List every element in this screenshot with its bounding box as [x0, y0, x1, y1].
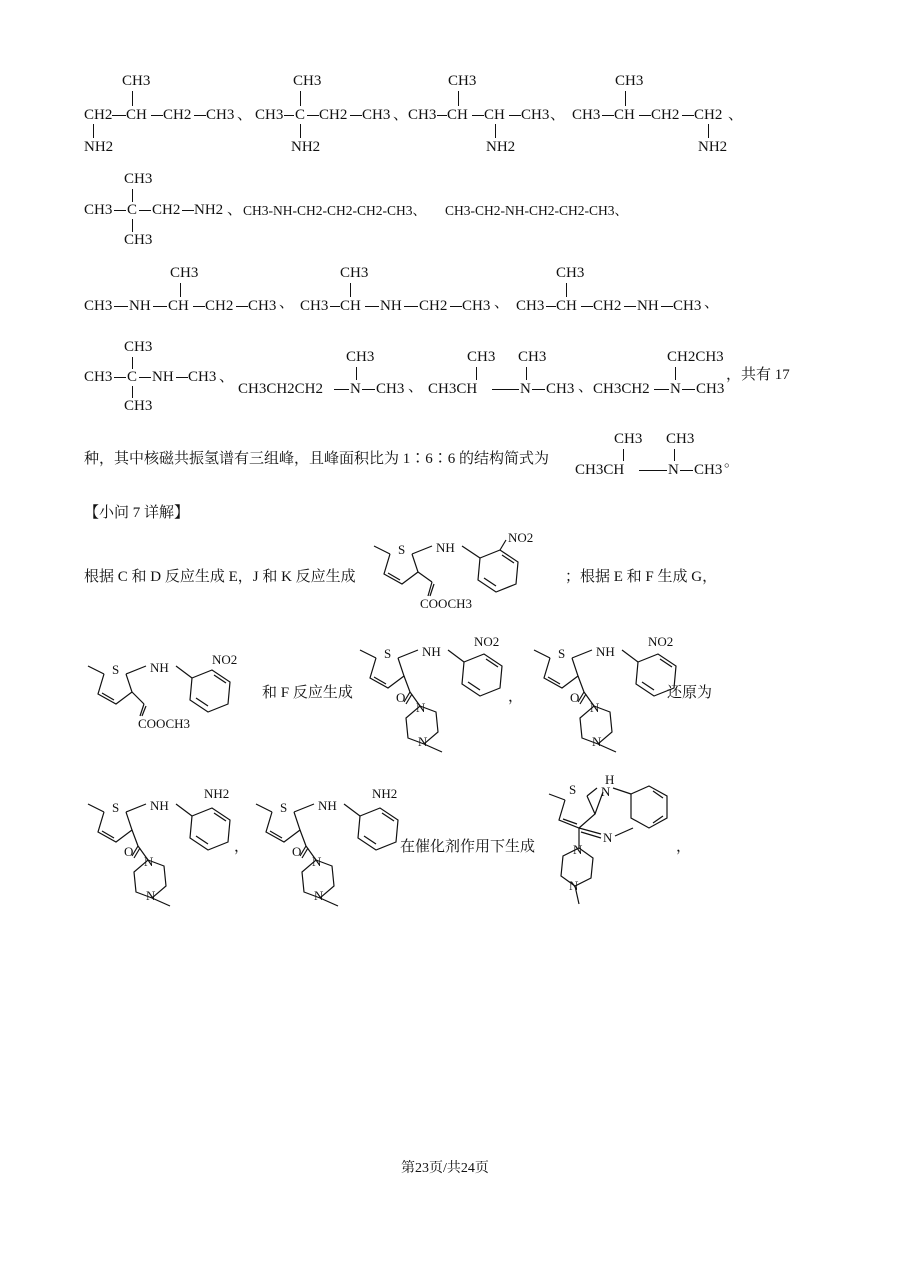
f12-ch3top: CH3 — [346, 349, 375, 365]
label-n: N — [601, 784, 611, 799]
f10-ch3: CH3 — [516, 298, 545, 314]
label-nh: NH — [150, 798, 169, 813]
bond — [132, 91, 133, 106]
bond — [495, 124, 496, 138]
label-s: S — [558, 646, 566, 661]
f3-ch3top: CH3 — [448, 73, 477, 89]
f7-formula: CH3-CH2-NH-CH2-CH2-CH3、 — [445, 203, 628, 218]
f5-ch3: CH3 — [84, 202, 113, 218]
label-nh: NH — [422, 644, 441, 659]
f4-ch3top: CH3 — [615, 73, 644, 89]
f15-ch3top2: CH3 — [666, 431, 695, 447]
bond — [151, 115, 163, 116]
label-cooch3: COOCH3 — [420, 596, 473, 611]
f13-n: N — [520, 381, 531, 397]
f12-ch3: CH3 — [376, 381, 405, 397]
bond — [93, 124, 94, 138]
bond — [450, 306, 462, 307]
molecule-olanzapine — [545, 770, 685, 920]
f11-ch3b: CH3 — [188, 369, 217, 385]
bond — [623, 449, 624, 461]
row7-text1: 和 F 反应生成 — [262, 685, 353, 701]
label-n: N — [590, 700, 600, 715]
molecule-amine1 — [84, 782, 244, 914]
f9-ch3top: CH3 — [340, 265, 369, 281]
bond — [112, 115, 126, 116]
f13-ch3top: CH3 — [467, 349, 496, 365]
f2-ch3: CH3 — [255, 107, 284, 123]
label-nh: NH — [596, 644, 615, 659]
label-no2: NO2 — [212, 652, 238, 667]
label-nh2: NH2 — [204, 786, 230, 801]
row6-text1: 根据 C 和 D 反应生成 E，J 和 K 反应生成 — [84, 569, 356, 585]
bond — [675, 367, 676, 380]
f3-nh2: NH2 — [486, 139, 516, 155]
f1-nh2: NH2 — [84, 139, 114, 155]
bond — [132, 189, 133, 202]
bond — [132, 357, 133, 369]
f1-ch: CH — [126, 107, 147, 123]
f12-n: N — [350, 381, 361, 397]
f10-nh: NH — [637, 298, 659, 314]
molecule-G1 — [356, 628, 516, 760]
f11-c: C — [127, 369, 138, 385]
count-text: ，共有 17 — [726, 367, 790, 383]
label-nh2: NH2 — [372, 786, 398, 801]
label-nh: NH — [436, 540, 455, 555]
bond — [602, 115, 614, 116]
bond — [639, 470, 667, 471]
bond — [661, 306, 673, 307]
bond — [654, 389, 669, 390]
label-n: N — [416, 700, 426, 715]
sep: 、 — [578, 379, 594, 395]
f1-ch2: CH2 — [84, 107, 113, 123]
sep: 、 — [237, 107, 253, 123]
bond — [180, 283, 181, 297]
sep: 、 — [408, 379, 424, 395]
bond — [300, 124, 301, 138]
f2-c: C — [295, 107, 306, 123]
molecule-G2 — [530, 628, 690, 760]
row6-text2: ；根据 E 和 F 生成 G， — [565, 569, 718, 585]
f4-ch2: CH2 — [651, 107, 680, 123]
f13-left: CH3CH — [428, 381, 478, 397]
f14-top: CH2CH3 — [667, 349, 724, 365]
f2-ch3top: CH3 — [293, 73, 322, 89]
bond — [509, 115, 521, 116]
f3-chb: CH — [484, 107, 505, 123]
molecule-amine2 — [252, 782, 412, 914]
f8-ch3b: CH3 — [248, 298, 277, 314]
f9-ch3b: CH3 — [462, 298, 491, 314]
f5-c: C — [127, 202, 138, 218]
f9-ch: CH — [340, 298, 361, 314]
bond — [639, 115, 651, 116]
f1-ch3: CH3 — [122, 73, 151, 89]
bond — [492, 389, 519, 390]
label-h: H — [605, 772, 615, 787]
label-s: S — [112, 800, 120, 815]
f8-ch3: CH3 — [84, 298, 113, 314]
f13-ch3top2: CH3 — [518, 349, 547, 365]
bond — [532, 389, 545, 390]
label-n: N — [314, 888, 324, 903]
f11-ch3top: CH3 — [124, 339, 153, 355]
bond — [566, 283, 567, 297]
bond — [526, 367, 527, 380]
label-nh: NH — [318, 798, 337, 813]
f2-ch2: CH2 — [319, 107, 348, 123]
f4-ch: CH — [614, 107, 635, 123]
f10-ch: CH — [556, 298, 577, 314]
f10-ch3b: CH3 — [673, 298, 702, 314]
bond — [132, 386, 133, 398]
bond — [334, 389, 349, 390]
bond — [624, 306, 636, 307]
f8-nh: NH — [129, 298, 151, 314]
label-o: O — [396, 690, 406, 705]
bond — [356, 367, 357, 380]
label-s: S — [569, 782, 577, 797]
f4-ch3: CH3 — [572, 107, 601, 123]
molecule-E-nitro-ester — [370, 532, 560, 616]
label-o: O — [570, 690, 580, 705]
sep: 、 — [227, 202, 243, 218]
bond — [680, 470, 693, 471]
nmr-text: 种，其中核磁共振氢谱有三组峰，且峰面积比为 1∶6∶6 的结构简式为 — [84, 451, 550, 467]
f5-ch3bot: CH3 — [124, 232, 153, 248]
sep: 、 — [494, 295, 510, 311]
molecule-E — [84, 650, 264, 736]
bond — [153, 306, 167, 307]
label-s: S — [398, 542, 406, 557]
bond — [365, 306, 379, 307]
bond — [581, 306, 593, 307]
comma: ， — [508, 689, 524, 705]
f9-nh: NH — [380, 298, 402, 314]
f13-ch3: CH3 — [546, 381, 575, 397]
label-o: O — [292, 844, 302, 859]
sep: 、 — [704, 295, 720, 311]
row8-text: 在催化剂作用下生成 — [400, 839, 536, 855]
bond — [139, 210, 151, 211]
sep: 、 — [550, 107, 566, 123]
bond — [176, 377, 188, 378]
f8-ch3top: CH3 — [170, 265, 199, 281]
sep: 、 — [393, 107, 409, 123]
sep: 、 — [279, 295, 295, 311]
bond — [300, 91, 301, 106]
bond — [682, 389, 695, 390]
f14-left: CH3CH2 — [593, 381, 650, 397]
bond — [708, 124, 709, 138]
f14-n: N — [670, 381, 681, 397]
bond — [114, 306, 128, 307]
f15-ch3top: CH3 — [614, 431, 643, 447]
label-n: N — [592, 734, 602, 749]
label-n: N — [144, 854, 154, 869]
f11-nh: NH — [152, 369, 174, 385]
label-n: N — [573, 842, 583, 857]
bond — [182, 210, 194, 211]
f10-ch3top: CH3 — [556, 265, 585, 281]
f6-formula: CH3-NH-CH2-CH2-CH2-CH3、 — [243, 203, 426, 218]
row7-text2: 还原为 — [667, 685, 713, 701]
bond — [437, 115, 447, 116]
label-n: N — [146, 888, 156, 903]
sep: 、 — [219, 369, 235, 385]
f15-left: CH3CH — [575, 462, 625, 478]
bond — [114, 210, 126, 211]
bond — [404, 306, 418, 307]
f15-ch3: CH3 — [694, 462, 723, 478]
section-title: 【小问 7 详解】 — [84, 505, 190, 521]
bond — [350, 115, 362, 116]
comma: ， — [234, 839, 250, 855]
f2-ch3b: CH3 — [362, 107, 391, 123]
f9-ch3: CH3 — [300, 298, 329, 314]
f2-nh2: NH2 — [291, 139, 321, 155]
bond — [546, 306, 556, 307]
f4-nh2: NH2 — [698, 139, 728, 155]
bond — [362, 389, 375, 390]
f9-ch2: CH2 — [419, 298, 448, 314]
bond — [236, 306, 248, 307]
f10-ch2: CH2 — [593, 298, 622, 314]
bond — [674, 449, 675, 461]
bond — [132, 219, 133, 232]
bond — [284, 115, 294, 116]
bond — [194, 115, 206, 116]
label-n: N — [418, 734, 428, 749]
f11-ch3bot: CH3 — [124, 398, 153, 414]
bond — [476, 367, 477, 380]
bond — [139, 377, 151, 378]
f3-ch3b: CH3 — [521, 107, 550, 123]
bond — [350, 283, 351, 297]
f14-ch3: CH3 — [696, 381, 725, 397]
label-n: N — [569, 878, 579, 893]
f3-ch: CH — [447, 107, 468, 123]
bond — [458, 91, 459, 106]
bond — [193, 306, 205, 307]
bond — [307, 115, 319, 116]
row8-end: ， — [676, 839, 692, 855]
f12-left: CH3CH2CH2 — [238, 381, 324, 397]
bond — [330, 306, 340, 307]
label-o: O — [124, 844, 134, 859]
f4-ch2b: CH2 — [694, 107, 723, 123]
period: 。 — [724, 454, 740, 470]
bond — [625, 91, 626, 106]
label-n: N — [603, 830, 613, 845]
label-s: S — [112, 662, 120, 677]
label-s: S — [384, 646, 392, 661]
f8-ch: CH — [168, 298, 189, 314]
f8-ch2: CH2 — [205, 298, 234, 314]
f15-n: N — [668, 462, 679, 478]
bond — [114, 377, 126, 378]
f5-ch3top: CH3 — [124, 171, 153, 187]
f5-ch2: CH2 — [152, 202, 181, 218]
label-no2: NO2 — [474, 634, 500, 649]
f11-ch3: CH3 — [84, 369, 113, 385]
bond — [472, 115, 484, 116]
sep: 、 — [728, 107, 744, 123]
f3-ch3: CH3 — [408, 107, 437, 123]
label-s: S — [280, 800, 288, 815]
page-footer: 第23页/共24页 — [401, 1161, 489, 1176]
label-nh: NH — [150, 660, 169, 675]
label-no2: NO2 — [508, 532, 534, 545]
bond — [682, 115, 694, 116]
label-n: N — [312, 854, 322, 869]
f1-ch3b: CH3 — [206, 107, 235, 123]
label-cooch3: COOCH3 — [138, 716, 191, 731]
label-no2: NO2 — [648, 634, 674, 649]
f1-ch2b: CH2 — [163, 107, 192, 123]
f5-nh2: NH2 — [194, 202, 224, 218]
